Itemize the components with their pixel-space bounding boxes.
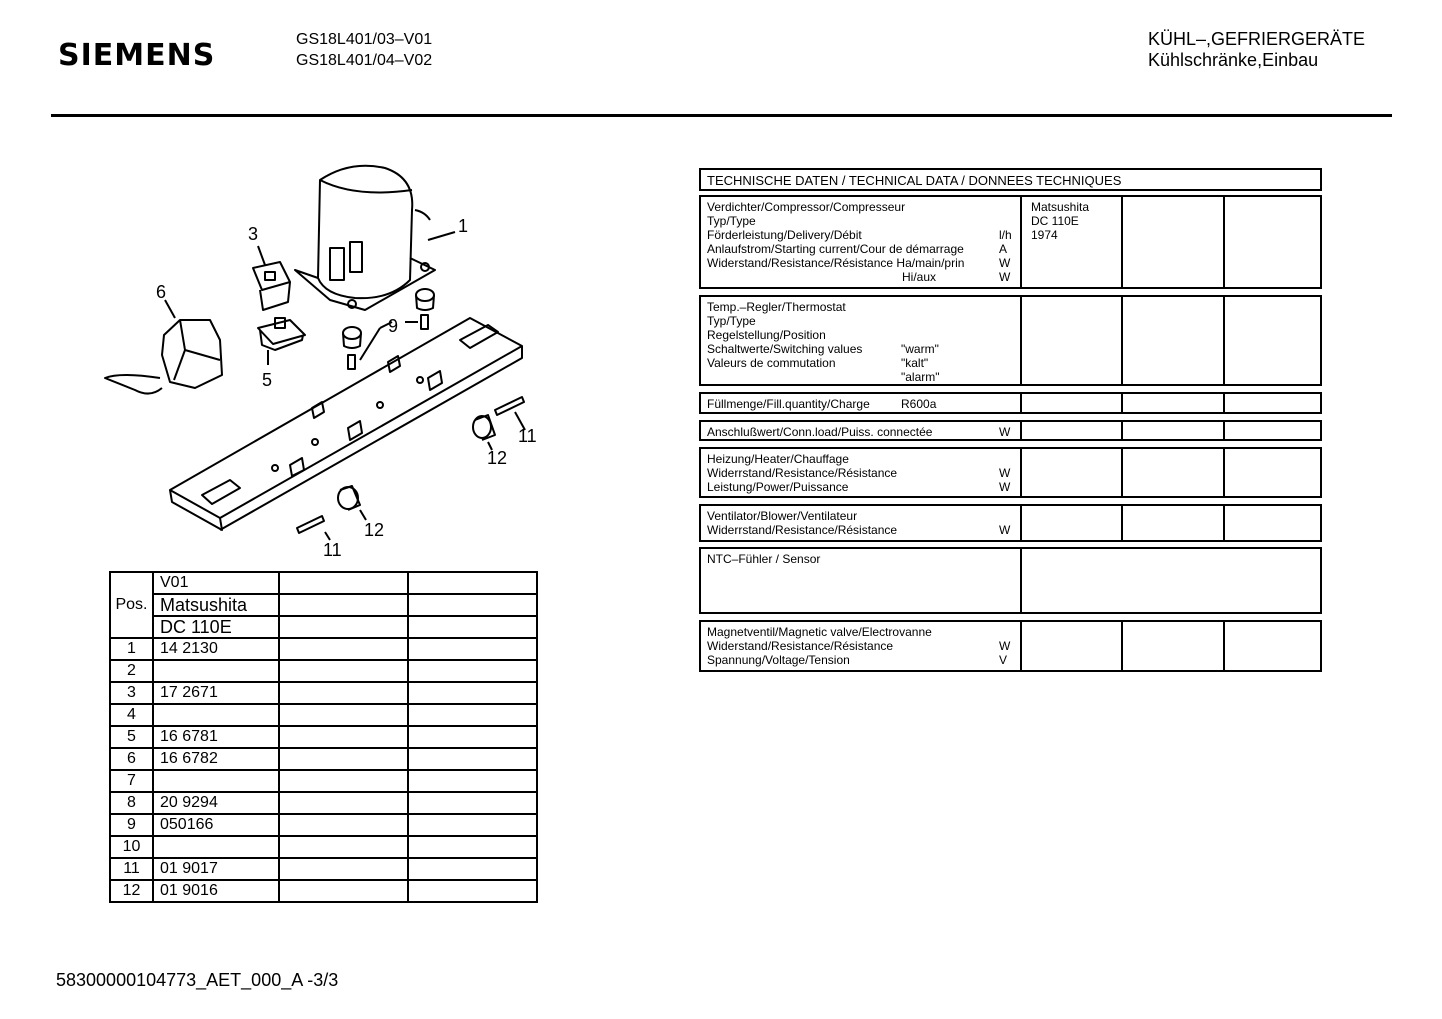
tech-conn-box xyxy=(699,420,1322,441)
pos-number: 6 xyxy=(110,748,153,770)
part-number xyxy=(153,660,279,682)
pos-header: Pos. xyxy=(110,572,153,638)
pos-number: 12 xyxy=(110,880,153,902)
table-row xyxy=(110,704,537,726)
pos-number: 10 xyxy=(110,836,153,858)
part-number: 14 2130 xyxy=(153,638,279,660)
tech-line: Widerrstand/Resistance/Résistance xyxy=(707,466,898,480)
callout-5: 5 xyxy=(262,370,273,390)
exploded-parts-diagram xyxy=(90,150,560,570)
tech-thermostat-box xyxy=(699,295,1322,386)
tech-line: Leistung/Power/Puissance xyxy=(707,480,849,494)
pos-number: 3 xyxy=(110,682,153,704)
compressor-type: DC 110E xyxy=(1031,214,1079,228)
part-number: 20 9294 xyxy=(153,792,279,814)
tech-line: NTC–Fühler / Sensor xyxy=(707,552,821,566)
switch-value: "alarm" xyxy=(901,370,940,384)
type-cell: DC 110E xyxy=(153,616,279,638)
callout-3: 3 xyxy=(248,224,259,244)
header-divider xyxy=(51,114,1392,117)
part-number: 17 2671 xyxy=(153,682,279,704)
table-row xyxy=(110,858,537,880)
part-number xyxy=(153,704,279,726)
table-row xyxy=(110,880,537,902)
table-row xyxy=(110,660,537,682)
tech-unit: W xyxy=(999,256,1011,270)
tech-line: Förderleistung/Delivery/Débit xyxy=(707,228,862,242)
category-title: KÜHL–,GEFRIERGERÄTE xyxy=(1148,29,1366,49)
callout-6: 6 xyxy=(156,282,167,302)
model-number-1: GS18L401/03–V01 xyxy=(296,31,433,48)
tech-line: Typ/Type xyxy=(707,314,756,328)
tech-blower-box xyxy=(699,504,1322,542)
pos-number: 11 xyxy=(110,858,153,880)
tech-line: Widerrstand/Resistance/Résistance xyxy=(707,523,898,537)
document-id: 58300000104773_AET_000_A -3/3 xyxy=(56,970,339,990)
tech-heater-box xyxy=(699,447,1322,498)
tech-line: Heizung/Heater/Chauffage xyxy=(707,452,849,466)
parts-table xyxy=(109,571,538,903)
brand-logo: SIEMENS xyxy=(58,38,216,73)
cover-drawing xyxy=(105,320,222,394)
table-row xyxy=(110,682,537,704)
part-number: 01 9016 xyxy=(153,880,279,902)
compressor-drawing xyxy=(295,166,435,310)
callout-11b: 11 xyxy=(323,540,342,560)
pos-number: 2 xyxy=(110,660,153,682)
part-number: 16 6782 xyxy=(153,748,279,770)
table-row xyxy=(110,770,537,792)
table-row xyxy=(110,814,537,836)
callout-12a: 12 xyxy=(487,448,508,468)
tech-fill-box xyxy=(699,392,1322,414)
tech-line: Anschlußwert/Conn.load/Puiss. connectée xyxy=(707,425,933,439)
tech-unit: l/h xyxy=(999,228,1012,242)
table-row xyxy=(110,836,537,858)
table-row xyxy=(110,726,537,748)
starter-drawing xyxy=(258,318,305,350)
tech-unit: W xyxy=(999,523,1011,537)
tech-line: Füllmenge/Fill.quantity/Charge xyxy=(707,397,870,411)
manufacturer-cell: Matsushita xyxy=(153,594,279,616)
pos-number: 5 xyxy=(110,726,153,748)
tech-valve-box xyxy=(699,620,1322,672)
table-row xyxy=(110,748,537,770)
table-row xyxy=(110,638,537,660)
variant-cell: V01 xyxy=(153,572,279,594)
switch-value: "kalt" xyxy=(901,356,929,370)
tech-line: Valeurs de commutation xyxy=(707,356,836,370)
table-row xyxy=(110,792,537,814)
category-subtitle: Kühlschränke,Einbau xyxy=(1148,50,1319,70)
tech-line: Regelstellung/Position xyxy=(707,328,826,342)
tech-line: Temp.–Regler/Thermostat xyxy=(707,300,846,314)
tech-unit: W xyxy=(999,480,1011,494)
pos-number: 1 xyxy=(110,638,153,660)
tech-line: Hi/aux xyxy=(902,270,937,284)
tech-unit: W xyxy=(999,466,1011,480)
switch-value: "warm" xyxy=(901,342,939,356)
tech-line: Verdichter/Compressor/Compresseur xyxy=(707,200,906,214)
tech-line: Widerstand/Resistance/Résistance xyxy=(707,639,894,653)
tech-ntc-box xyxy=(699,547,1322,614)
tech-data-title: TECHNISCHE DATEN / TECHNICAL DATA / DONNEES TECHNIQUES xyxy=(699,168,1322,191)
callout-12b: 12 xyxy=(364,520,385,540)
tech-line: Magnetventil/Magnetic valve/Electrovanne xyxy=(707,625,932,639)
refrigerant: R600a xyxy=(901,397,937,411)
tech-unit: W xyxy=(999,270,1011,284)
pos-number: 8 xyxy=(110,792,153,814)
tech-line: Anlaufstrom/Starting current/Cour de démarrage xyxy=(707,242,964,256)
tech-line: Widerstand/Resistance/Résistance Ha/main/prin xyxy=(707,256,965,270)
callout-1: 1 xyxy=(458,216,469,236)
part-number xyxy=(153,836,279,858)
pos-number: 7 xyxy=(110,770,153,792)
part-number: 01 9017 xyxy=(153,858,279,880)
model-number-2: GS18L401/04–V02 xyxy=(296,52,433,69)
part-number: 050166 xyxy=(153,814,279,836)
tech-compressor-box xyxy=(699,195,1322,289)
callout-11a: 11 xyxy=(518,426,537,446)
relay-drawing xyxy=(253,262,290,310)
tech-unit: V xyxy=(999,653,1008,667)
tech-unit: A xyxy=(999,242,1008,256)
tech-unit: W xyxy=(999,639,1011,653)
tech-line: Schaltwerte/Switching values xyxy=(707,342,863,356)
tech-line: Ventilator/Blower/Ventilateur xyxy=(707,509,858,523)
tech-line: Typ/Type xyxy=(707,214,756,228)
callout-9: 9 xyxy=(388,316,399,336)
tech-unit: W xyxy=(999,425,1011,439)
pos-number: 9 xyxy=(110,814,153,836)
pos-number: 4 xyxy=(110,704,153,726)
compressor-manufacturer: Matsushita xyxy=(1031,200,1090,214)
tech-line: Spannung/Voltage/Tension xyxy=(707,653,850,667)
part-number xyxy=(153,770,279,792)
compressor-delivery: 1974 xyxy=(1031,228,1058,242)
part-number: 16 6781 xyxy=(153,726,279,748)
mounting-rail-drawing xyxy=(170,318,522,530)
